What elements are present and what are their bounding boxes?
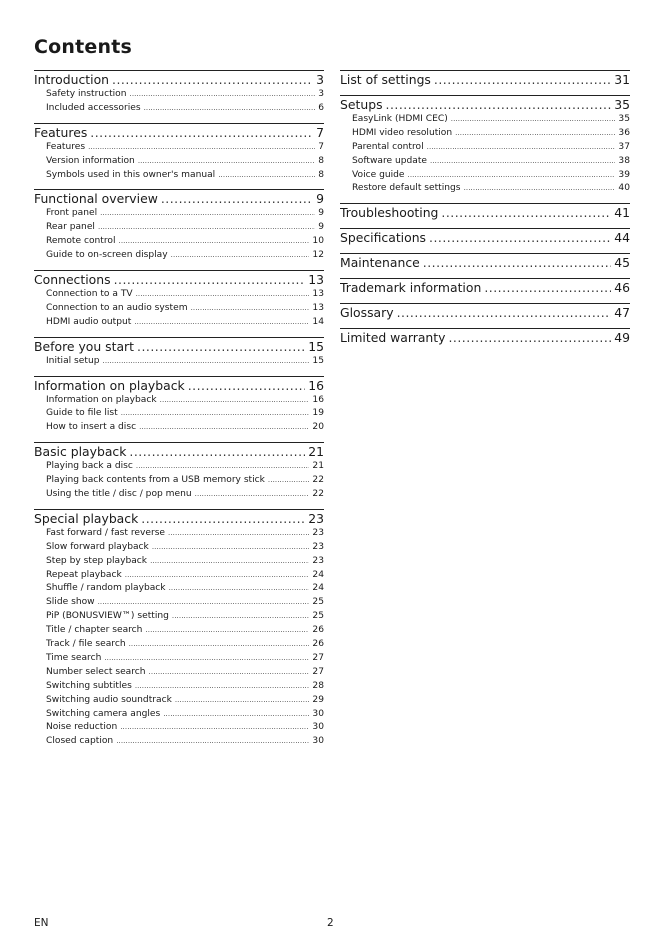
toc-section-block xyxy=(340,203,630,221)
page-number: 49 xyxy=(614,330,630,346)
section-title: Before you start xyxy=(34,338,135,354)
toc-item-remote-control[interactable] xyxy=(34,235,324,249)
dot-leader xyxy=(90,125,313,141)
page-number: 25 xyxy=(312,597,324,608)
section-title: Basic playback xyxy=(34,444,127,460)
toc-section-block xyxy=(34,509,324,749)
toc-item-slow-forward-playback[interactable] xyxy=(34,541,324,555)
dot-leader xyxy=(125,569,310,583)
dot-leader xyxy=(100,207,315,221)
toc-item-track-file-search[interactable] xyxy=(34,638,324,652)
section-title: Limited warranty xyxy=(340,330,446,346)
section-title: Connections xyxy=(34,272,111,288)
dot-leader xyxy=(441,205,611,221)
page-number: 40 xyxy=(618,183,630,194)
toc-item-playing-back-contents-from-a-usb-memory-stick[interactable] xyxy=(34,474,324,488)
page-number: 6 xyxy=(318,102,324,113)
item-label: Number select search xyxy=(46,666,146,677)
item-label: Version information xyxy=(46,155,135,166)
item-label: Restore default settings xyxy=(352,183,461,194)
item-label: Switching camera angles xyxy=(46,708,161,719)
toc-item-connection-to-a-tv[interactable] xyxy=(34,288,324,302)
section-title: Introduction xyxy=(34,72,110,87)
toc-item-title-chapter-search[interactable] xyxy=(34,624,324,638)
item-label: Software update xyxy=(352,155,428,166)
dot-leader xyxy=(152,541,310,555)
item-label: Information on playback xyxy=(46,394,157,405)
section-title: Trademark information xyxy=(340,280,482,296)
page-number: 28 xyxy=(312,680,324,691)
toc-section-information-on-playback[interactable] xyxy=(34,377,324,394)
page-number: 30 xyxy=(312,722,324,733)
footer-page-number: 2 xyxy=(327,917,334,929)
dot-leader xyxy=(268,474,310,488)
toc-item-easylink-hdmi-cec[interactable] xyxy=(340,113,630,127)
toc-item-rear-panel[interactable] xyxy=(34,221,324,235)
item-label: How to insert a disc xyxy=(46,422,137,433)
page-number: 27 xyxy=(312,652,324,663)
page-number: 46 xyxy=(614,280,630,296)
page-number: 23 xyxy=(312,527,324,538)
page-number: 36 xyxy=(618,127,630,138)
toc-section-before-you-start[interactable] xyxy=(34,338,324,355)
dot-leader xyxy=(119,235,310,249)
toc-item-guide-to-on-screen-display[interactable] xyxy=(34,249,324,263)
item-label: Repeat playback xyxy=(46,569,122,580)
page-number: 9 xyxy=(318,208,324,219)
item-label: Guide to on-screen display xyxy=(46,250,168,261)
page-number: 23 xyxy=(308,510,324,526)
dot-leader xyxy=(160,394,310,408)
dot-leader xyxy=(451,113,616,127)
dot-leader xyxy=(135,680,310,694)
dot-leader xyxy=(121,407,310,421)
page-number: 25 xyxy=(312,611,324,622)
toc-section-block xyxy=(340,303,630,321)
toc-section-features[interactable] xyxy=(34,124,324,141)
item-label: Playing back contents from a USB memory stick xyxy=(46,475,265,486)
toc-item-number-select-search[interactable] xyxy=(34,666,324,680)
page-number: 30 xyxy=(312,736,324,747)
page-number: 22 xyxy=(312,489,324,500)
item-label: Guide to file list xyxy=(46,408,118,419)
page-number: 24 xyxy=(312,583,324,594)
item-label: Included accessories xyxy=(46,102,141,113)
toc-section-glossary[interactable] xyxy=(340,304,630,321)
toc-item-safety-instruction[interactable] xyxy=(34,88,324,102)
dot-leader xyxy=(137,339,305,355)
toc-item-step-by-step-playback[interactable] xyxy=(34,555,324,569)
page-number: 30 xyxy=(312,708,324,719)
toc-left-column xyxy=(34,70,324,756)
page-title: Contents xyxy=(34,36,133,58)
dot-leader xyxy=(175,694,310,708)
toc-item-playing-back-a-disc[interactable] xyxy=(34,460,324,474)
page-number: 15 xyxy=(312,355,324,366)
item-label: HDMI audio output xyxy=(46,316,132,327)
page-number: 37 xyxy=(618,141,630,152)
dot-leader xyxy=(171,249,310,263)
page-number: 7 xyxy=(318,141,324,152)
section-title: Features xyxy=(34,124,88,140)
dot-leader xyxy=(136,288,310,302)
dot-leader xyxy=(136,460,310,474)
dot-leader xyxy=(163,708,309,722)
toc-item-symbols-used-in-this-owner-s-manual[interactable] xyxy=(34,169,324,183)
toc-section-block xyxy=(340,253,630,271)
dot-leader xyxy=(408,169,616,183)
item-label: Using the title / disc / pop menu xyxy=(46,489,192,500)
toc-section-maintenance[interactable] xyxy=(340,254,630,271)
toc-section-block xyxy=(340,328,630,346)
dot-leader xyxy=(484,280,611,296)
page-number: 23 xyxy=(312,541,324,552)
dot-leader xyxy=(116,735,309,749)
dot-leader xyxy=(168,527,309,541)
item-label: Front panel xyxy=(46,208,98,219)
toc-item-version-information[interactable] xyxy=(34,155,324,169)
toc-section-block xyxy=(34,376,324,436)
toc-section-block xyxy=(34,270,324,330)
page-number: 15 xyxy=(308,338,324,354)
dot-leader xyxy=(103,355,310,369)
item-label: Rear panel xyxy=(46,222,95,233)
page-number: 26 xyxy=(312,625,324,636)
toc-section-block xyxy=(34,442,324,502)
item-label: Voice guide xyxy=(352,169,405,180)
item-label: Slow forward playback xyxy=(46,541,149,552)
item-label: Parental control xyxy=(352,141,424,152)
toc-section-block xyxy=(340,95,630,196)
toc-item-using-the-title-disc-pop-menu[interactable] xyxy=(34,488,324,502)
toc-item-switching-subtitles[interactable] xyxy=(34,680,324,694)
page-number: 41 xyxy=(614,205,630,221)
page-number: 24 xyxy=(312,569,324,580)
item-label: Time search xyxy=(46,652,102,663)
section-title: Setups xyxy=(340,97,383,112)
toc-section-special-playback[interactable] xyxy=(34,510,324,527)
toc-item-shuffle-random-playback[interactable] xyxy=(34,582,324,596)
page-number: 29 xyxy=(312,694,324,705)
item-label: HDMI video resolution xyxy=(352,127,453,138)
page-number: 8 xyxy=(318,169,324,180)
toc-item-repeat-playback[interactable] xyxy=(34,569,324,583)
page-number: 8 xyxy=(318,155,324,166)
item-label: Title / chapter search xyxy=(46,625,143,636)
item-label: Track / file search xyxy=(46,639,126,650)
toc-item-time-search[interactable] xyxy=(34,652,324,666)
toc-section-functional-overview[interactable] xyxy=(34,190,324,207)
page-number: 12 xyxy=(312,250,324,261)
toc-item-switching-camera-angles[interactable] xyxy=(34,708,324,722)
dot-leader xyxy=(188,378,306,394)
toc-section-list-of-settings[interactable] xyxy=(340,71,630,88)
page-number: 10 xyxy=(312,236,324,247)
dot-leader xyxy=(429,230,611,246)
toc-section-block xyxy=(340,278,630,296)
toc-section-trademark-information[interactable] xyxy=(340,279,630,296)
item-label: Switching audio soundtrack xyxy=(46,694,172,705)
toc-item-fast-forward-fast-reverse[interactable] xyxy=(34,527,324,541)
dot-leader xyxy=(464,182,616,196)
page-number: 35 xyxy=(614,97,630,112)
dot-leader xyxy=(455,127,615,141)
toc-section-block xyxy=(340,228,630,246)
dot-leader xyxy=(172,610,310,624)
page-number: 20 xyxy=(312,422,324,433)
item-label: EasyLink (HDMI CEC) xyxy=(352,114,448,124)
page-number: 13 xyxy=(308,272,324,288)
item-label: Playing back a disc xyxy=(46,461,133,472)
toc-section-block xyxy=(34,189,324,263)
dot-leader xyxy=(149,666,310,680)
dot-leader xyxy=(430,155,615,169)
toc-item-guide-to-file-list[interactable] xyxy=(34,407,324,421)
dot-leader xyxy=(423,255,611,271)
item-label: Noise reduction xyxy=(46,722,118,733)
page-number: 44 xyxy=(614,230,630,246)
item-label: Slide show xyxy=(46,597,95,608)
page-number: 22 xyxy=(312,475,324,486)
item-label: Connection to a TV xyxy=(46,289,133,300)
toc-section-introduction[interactable] xyxy=(34,71,324,88)
page-number: 19 xyxy=(312,408,324,419)
dot-leader xyxy=(134,316,309,330)
page-number: 27 xyxy=(312,666,324,677)
item-label: Fast forward / fast reverse xyxy=(46,527,166,538)
dot-leader xyxy=(129,444,305,460)
section-title: Functional overview xyxy=(34,191,158,207)
section-title: Troubleshooting xyxy=(340,205,439,221)
page-number: 26 xyxy=(312,639,324,650)
section-title: Special playback xyxy=(34,510,139,526)
page-number: 31 xyxy=(614,72,630,87)
page-number: 9 xyxy=(318,222,324,233)
toc-item-switching-audio-soundtrack[interactable] xyxy=(34,694,324,708)
dot-leader xyxy=(448,330,611,346)
toc-item-voice-guide[interactable] xyxy=(340,169,630,183)
item-label: Initial setup xyxy=(46,355,100,366)
toc-section-basic-playback[interactable] xyxy=(34,443,324,460)
page-number: 3 xyxy=(316,72,324,87)
dot-leader xyxy=(195,488,310,502)
page-number: 39 xyxy=(618,169,630,180)
toc-right-column xyxy=(340,70,630,353)
dot-leader xyxy=(427,141,616,155)
page-number: 23 xyxy=(312,555,324,566)
page-number: 47 xyxy=(614,305,630,321)
page-number: 35 xyxy=(618,114,630,124)
toc-item-features[interactable] xyxy=(34,141,324,155)
toc-section-connections[interactable] xyxy=(34,271,324,288)
toc-item-hdmi-audio-output[interactable] xyxy=(34,316,324,330)
toc-section-setups[interactable] xyxy=(340,96,630,113)
dot-leader xyxy=(129,638,310,652)
toc-item-parental-control[interactable] xyxy=(340,141,630,155)
item-label: Safety instruction xyxy=(46,89,127,99)
item-label: Connection to an audio system xyxy=(46,302,188,313)
dot-leader xyxy=(98,221,315,235)
toc-section-block xyxy=(34,70,324,116)
toc-section-block xyxy=(340,70,630,88)
toc-section-specifications[interactable] xyxy=(340,229,630,246)
dot-leader xyxy=(218,169,315,183)
item-label: Features xyxy=(46,141,86,152)
item-label: Remote control xyxy=(46,236,116,247)
dot-leader xyxy=(169,582,310,596)
dot-leader xyxy=(150,555,309,569)
toc-item-restore-default-settings[interactable] xyxy=(340,182,630,196)
dot-leader xyxy=(144,102,316,116)
section-title: Maintenance xyxy=(340,255,420,271)
page-number: 21 xyxy=(312,461,324,472)
footer-language: EN xyxy=(34,917,49,929)
item-label: Step by step playback xyxy=(46,555,148,566)
item-label: Switching subtitles xyxy=(46,680,132,691)
dot-leader xyxy=(88,141,315,155)
toc-section-block xyxy=(34,337,324,369)
item-label: PiP (BONUSVIEW™) setting xyxy=(46,611,169,622)
page-number: 13 xyxy=(312,302,324,313)
dot-leader xyxy=(161,191,313,207)
dot-leader xyxy=(130,88,316,102)
toc-section-limited-warranty[interactable] xyxy=(340,329,630,346)
dot-leader xyxy=(141,511,305,527)
page-number: 7 xyxy=(316,124,324,140)
page-number: 9 xyxy=(316,191,324,207)
dot-leader xyxy=(112,72,313,88)
section-title: List of settings xyxy=(340,72,431,87)
toc-item-software-update[interactable] xyxy=(340,155,630,169)
toc-item-how-to-insert-a-disc[interactable] xyxy=(34,421,324,435)
page-number: 14 xyxy=(312,316,324,327)
toc-item-included-accessories[interactable] xyxy=(34,102,324,116)
page-number: 38 xyxy=(618,155,630,166)
toc-item-slide-show[interactable] xyxy=(34,596,324,610)
dot-leader xyxy=(191,302,310,316)
dot-leader xyxy=(104,652,309,666)
dot-leader xyxy=(434,72,611,88)
dot-leader xyxy=(138,155,315,169)
toc-item-connection-to-an-audio-system[interactable] xyxy=(34,302,324,316)
page-number: 13 xyxy=(312,289,324,300)
toc-item-noise-reduction[interactable] xyxy=(34,721,324,735)
section-title: Information on playback xyxy=(34,377,185,393)
item-label: Symbols used in this owner's manual xyxy=(46,169,216,180)
page-number: 3 xyxy=(318,89,324,99)
page-number: 16 xyxy=(308,377,324,393)
page-number: 45 xyxy=(614,255,630,271)
toc-item-initial-setup[interactable] xyxy=(34,355,324,369)
dot-leader xyxy=(397,305,612,321)
page-number: 21 xyxy=(308,444,324,460)
dot-leader xyxy=(114,272,306,288)
page-number: 16 xyxy=(312,394,324,405)
toc-item-information-on-playback[interactable] xyxy=(34,394,324,408)
section-title: Glossary xyxy=(340,305,394,321)
toc-item-hdmi-video-resolution[interactable] xyxy=(340,127,630,141)
toc-item-pip-bonusview-setting[interactable] xyxy=(34,610,324,624)
dot-leader xyxy=(120,721,309,735)
toc-item-front-panel[interactable] xyxy=(34,207,324,221)
toc-section-block xyxy=(34,123,324,183)
dot-leader xyxy=(386,97,612,113)
toc-item-closed-caption[interactable] xyxy=(34,735,324,749)
item-label: Shuffle / random playback xyxy=(46,583,166,594)
dot-leader xyxy=(139,421,309,435)
toc-section-troubleshooting[interactable] xyxy=(340,204,630,221)
section-title: Specifications xyxy=(340,230,427,246)
item-label: Closed caption xyxy=(46,736,114,747)
dot-leader xyxy=(145,624,309,638)
dot-leader xyxy=(98,596,310,610)
